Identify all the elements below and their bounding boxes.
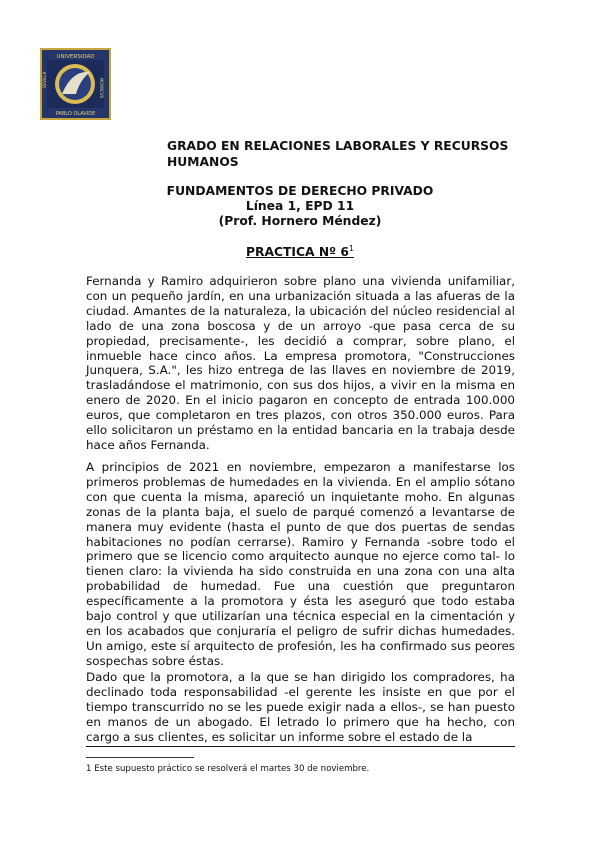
footnote-mark: 1 — [86, 764, 92, 774]
body-paragraph: Dado que la promotora, a la que se han dirigido los compradores, ha declinado toda responsabilidad -el gerente les insiste en que por el tiempo transcurrido no se les puede exigir nada a ellos-, se han puesto en manos de un abogado. El letrado lo primero que ha hecho, con cargo a sus clientes, es solicitar un informe sobre el estado de la — [86, 670, 515, 747]
body-paragraph: A principios de 2021 en noviembre, empezaron a manifestarse los primeros problemas de humedades en la vivienda. En el amplio sótano con que cuenta la misma, apareció un inquietante moho. En algunas zonas de la planta baja, el suelo de parqué comenzó a levantarse de manera muy evidente (hasta el punto de que dos puertas de sendas habitaciones no podían cerrarse). Ramiro y Fernanda -sobre todo el primero que se licencio como arquitecto aunque no ejerce como tal- lo tienen claro: la vivienda ha sido construida en una zona con una alta probabilidad de humedad. Fue una cuestión que preguntaron específicamente a la promotora y ésta les aseguró que todo estaba bajo control y que utilizarían una técnica especial en la cimentación y en los acabados que conjuraría el peligro de sufrir dichas humedades. Un amigo, este sí arquitecto de profesión, les ha confirmado sus peores sospechas sobre éstas. — [86, 460, 515, 668]
practice-title-text: PRACTICA Nº 6 — [246, 245, 349, 260]
course-professor: (Prof. Hornero Méndez) — [218, 214, 382, 228]
footnote-reference[interactable]: 1 — [348, 244, 354, 253]
footnote-text: Este supuesto práctico se resolverá el martes 30 de noviembre. — [94, 764, 370, 774]
degree-title: GRADO EN RELACIONES LABORALES Y RECURSOS HUMANOS — [167, 139, 509, 169]
university-logo — [40, 48, 111, 120]
svg-text:PABLO OLAVIDE: PABLO OLAVIDE — [55, 111, 96, 117]
course-line: Línea 1, EPD 11 — [245, 199, 355, 213]
footnote-separator — [86, 757, 194, 758]
course-info — [150, 184, 450, 229]
body-paragraph: Fernanda y Ramiro adquirieron sobre plano una vivienda unifamiliar, con un pequeño jardín, en una urbanización situada a las afueras de la ciudad. Amantes de la naturaleza, la ubicación del núcleo residencial al lado de una zona boscosa y de un arroyo -que pasa cerca de su propiedad, precisamente-, les decidió a comprar, sobre plano, el inmueble hace cinco años. La empresa promotora, "Construcciones Junquera, S.A.", les hizo entrega de las llaves en noviembre de 2019, trasladándose el matrimonio, con sus dos hijos, a vivir en la misma en enero de 2020. En el inicio pagaron en concepto de entrada 100.000 euros, que completaron en tres plazos, con otros 350.000 euros. Para ello solicitaron un préstamo en la entidad bancaria en la trabaja desde hace años Fernanda. — [86, 274, 515, 452]
svg-text:MCMXCVII: MCMXCVII — [99, 78, 104, 99]
course-title: FUNDAMENTOS DE DERECHO PRIVADO — [166, 184, 434, 198]
practice-title — [150, 244, 450, 259]
svg-text:UNIVERSIDAD: UNIVERSIDAD — [56, 54, 95, 60]
footnote — [86, 763, 526, 775]
svg-text:SEVILLA: SEVILLA — [42, 71, 47, 88]
